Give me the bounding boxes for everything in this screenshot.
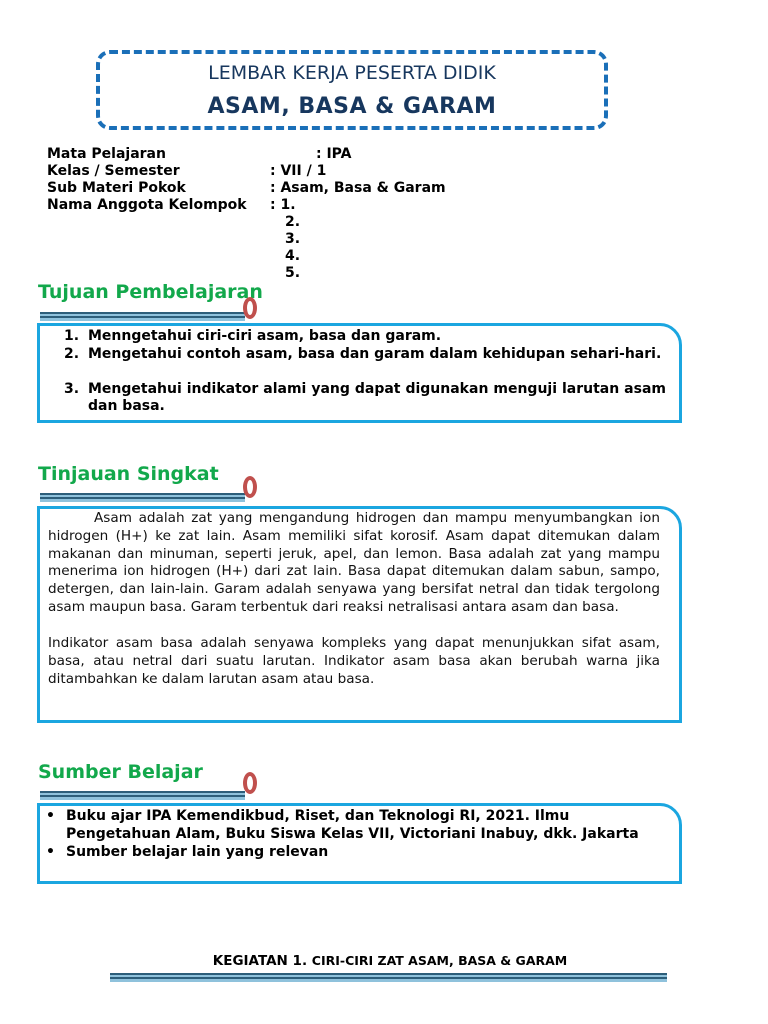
label-kelas-semester: Kelas / Semester (47, 163, 180, 179)
ring-icon (243, 476, 257, 498)
worksheet-subtitle: LEMBAR KERJA PESERTA DIDIK (208, 62, 496, 84)
kegiatan-title: CIRI-CIRI ZAT ASAM, BASA & GARAM (311, 953, 568, 968)
list-item: Mengetahui indikator alami yang dapat digunakan menguji larutan asam dan basa. (88, 381, 666, 414)
member-number: 2. (285, 214, 301, 230)
list-item: Buku ajar IPA Kemendikbud, Riset, dan Teknologi RI, 2021. Ilmu Pengetahuan Alam, Buku Siswa Kelas VII, Victoriani Inabuy, dkk. Jakarta (66, 808, 639, 842)
list-item: Menngetahui ciri-ciri asam, basa dan garam. (88, 328, 442, 344)
bullet-icon: • (46, 844, 55, 860)
label-mata-pelajaran: Mata Pelajaran (47, 146, 166, 162)
member-number: 5. (285, 265, 301, 281)
value-sub-materi: : Asam, Basa & Garam (270, 180, 446, 196)
worksheet-title: ASAM, BASA & GARAM (207, 94, 497, 119)
section-divider (40, 312, 245, 321)
value-nama-anggota: : 1. (270, 197, 296, 213)
ring-icon (243, 772, 257, 794)
list-item: Sumber belajar lain yang relevan (66, 844, 329, 860)
member-number: 4. (285, 248, 301, 264)
list-number: 1. (64, 328, 80, 344)
ring-icon (243, 297, 257, 319)
section-divider (40, 493, 245, 502)
label-sub-materi: Sub Materi Pokok (47, 180, 186, 196)
kegiatan-divider (110, 973, 667, 982)
section-title-sumber: Sumber Belajar (38, 761, 203, 783)
value-kelas-semester: : VII / 1 (270, 163, 327, 179)
tinjauan-paragraph-1: Asam adalah zat yang mengandung hidrogen dan mampu menyumbangkan ion hidrogen (H+) ke zat lain. Asam memiliki sifat korosif. Asam dapat ditemukan dalam makanan dan minuman, seperti jeruk, apel, dan lemon. Basa adalah zat yang mampu menerima ion hidrogen (H+) dari zat lain. Basa dapat ditemukan dalam sabun, sampo, detergen, dan lain-lain. Garam adalah senyawa yang bersifat netral dan tidak tergolong asam maupun basa. Garam terbentuk dari reaksi netralisasi antara asam dan basa. (48, 510, 660, 615)
bullet-icon: • (46, 808, 55, 824)
section-title-tujuan: Tujuan Pembelajaran (38, 281, 263, 303)
list-number: 2. (64, 346, 80, 362)
value-mata-pelajaran: : IPA (316, 146, 352, 162)
section-title-tinjauan: Tinjauan Singkat (38, 463, 219, 485)
kegiatan-label: KEGIATAN 1. (212, 953, 308, 969)
tinjauan-paragraph-2: Indikator asam basa adalah senyawa kompleks yang dapat menunjukkan sifat asam, basa, atau netral dari suatu larutan. Indikator asam basa akan berubah warna jika ditambahkan ke dalam larutan asam atau basa. (48, 635, 660, 687)
member-number: 3. (285, 231, 301, 247)
section-divider (40, 791, 245, 800)
list-number: 3. (64, 381, 80, 397)
label-nama-anggota: Nama Anggota Kelompok (47, 197, 247, 213)
list-item: Mengetahui contoh asam, basa dan garam dalam kehidupan sehari-hari. (88, 346, 662, 362)
kegiatan-heading (110, 953, 670, 969)
